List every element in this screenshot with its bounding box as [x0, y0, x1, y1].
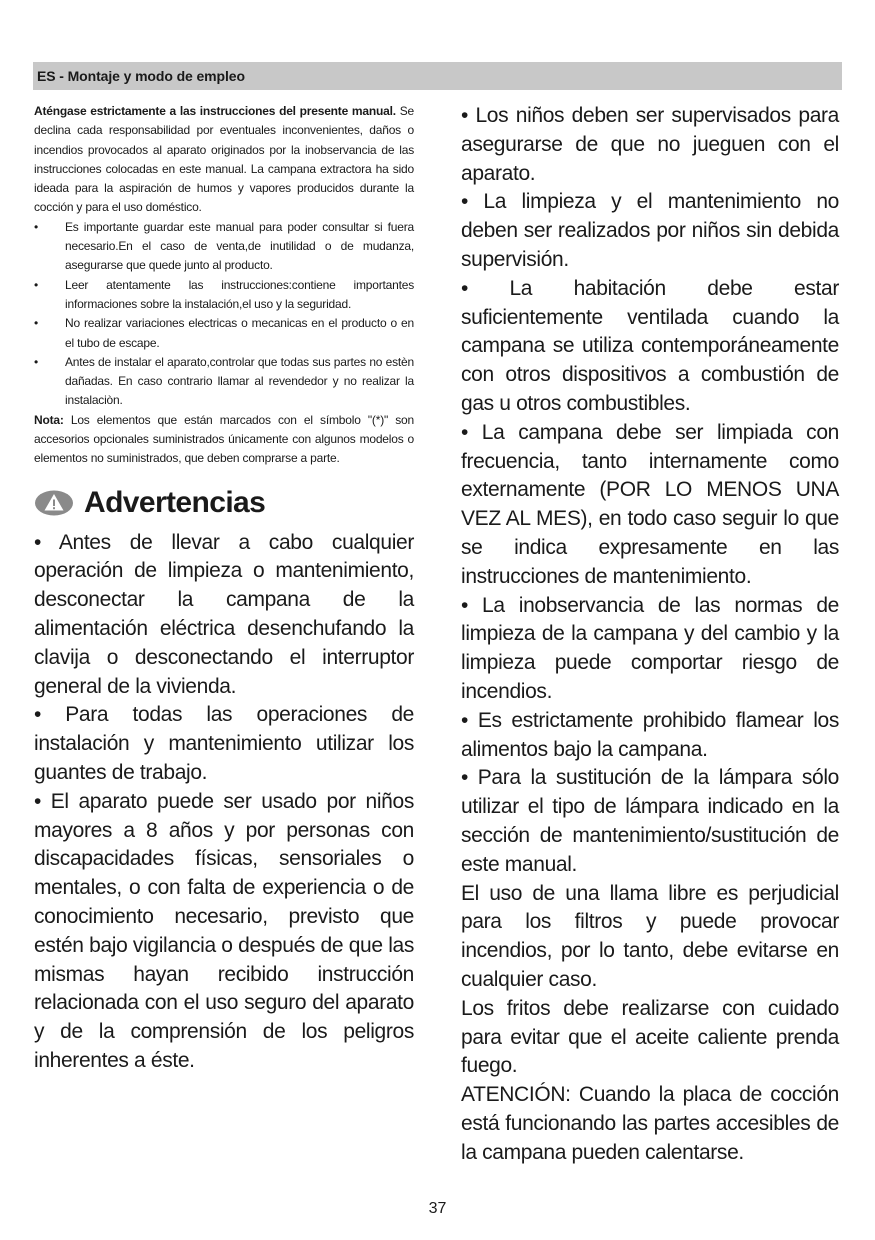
intro-block — [34, 102, 414, 469]
bullet-dot: • — [34, 219, 39, 234]
left-column — [34, 102, 414, 1076]
warning-paragraph: • El aparato puede ser usado por niños mayores a 8 años y por personas con discapacidades físicas, sensoriales o mentales, o con falta de experiencia o de conocimiento necesario, previsto que estén bajo vigilancia o después de que las mismas hayan recibido instrucción relacionada con el uso seguro del aparato y de la comprensión de los peligros inherentes a éste. — [34, 789, 414, 1072]
warning-paragraph: Los fritos debe realizarse con cuidado para evitar que el aceite caliente prenda fuego. — [461, 996, 839, 1078]
warning-paragraph: • Los niños deben ser supervisados para asegurarse de que no jueguen con el aparato. — [461, 104, 839, 185]
bullet-dot: • — [34, 316, 39, 331]
bullet-text: Leer atentamente las instrucciones:contiene importantes informaciones sobre la instalación,el uso y la seguridad. — [65, 277, 414, 311]
list-item — [34, 218, 414, 276]
warnings-title: Advertencias — [84, 485, 266, 519]
warnings-right-text — [461, 102, 839, 1167]
list-item — [34, 276, 414, 315]
warnings-left-text — [34, 529, 414, 1076]
warning-paragraph: • La inobservancia de las normas de limpieza de la campana y del cambio y la limpieza puede comportar riesgo de incendios. — [461, 593, 839, 703]
warning-paragraph: • La limpieza y el mantenimiento no deben ser realizados por niños sin debida supervisión. — [461, 190, 839, 271]
note-label: Nota: — [34, 412, 64, 427]
warning-paragraph: El uso de una llama libre es perjudicial para los filtros y puede provocar incendios, por lo tanto, debe evitarse en cualquier caso. — [461, 881, 839, 991]
warning-paragraph: • Para todas las operaciones de instalación y mantenimiento utilizar los guantes de trabajo. — [34, 703, 414, 785]
intro-paragraph — [34, 102, 414, 218]
warning-paragraph: • La campana debe ser limpiada con frecuencia, tanto internamente como externamente (POR LO MENOS UNA VEZ AL MES), en todo caso seguir lo que se indica expresamente en las instrucciones de mantenimiento. — [461, 420, 839, 588]
note-paragraph — [34, 411, 414, 469]
intro-text: Se declina cada responsabilidad por eventuales inconvenientes, daños o incendios provocados al aparato originados por la inobservancia de las instrucciones colocadas en este manual. La campana extractora ha sido ideada para la aspiración de humos y vapores producidos durante la cocción y para el uso doméstico. — [34, 104, 414, 215]
intro-lead: Aténgase estrictamente a las instrucciones del presente manual. — [34, 104, 396, 118]
bullet-dot: • — [34, 354, 39, 369]
warning-paragraph: • Para la sustitución de la lámpara sólo utilizar el tipo de lámpara indicado en la sección de mantenimiento/sustitución de este manual. — [461, 766, 839, 876]
list-item — [34, 314, 414, 353]
warning-paragraph: • La habitación debe estar suficientemente ventilada cuando la campana se utiliza contemporáneamente con otros dispositivos a combustión de gas u otros combustibles. — [461, 276, 839, 415]
bullet-text: Es importante guardar este manual para poder consultar si fuera necesario.En el caso de venta,de inutilidad o de mudanza, asegurarse que quede junto al producto. — [65, 219, 414, 273]
section-header — [33, 62, 842, 90]
bullet-text: Antes de instalar el aparato,controlar que todas sus partes no estèn dañadas. En caso contrario llamar al revendedor y no realizar la instalaciòn. — [65, 354, 414, 408]
intro-bullet-list — [34, 218, 414, 411]
list-item — [34, 353, 414, 411]
warning-paragraph: • Es estrictamente prohibido flamear los alimentos bajo la campana. — [461, 708, 839, 761]
warnings-heading — [34, 485, 414, 521]
warning-paragraph: • Antes de llevar a cabo cualquier operación de limpieza o mantenimiento, desconectar la campana de la alimentación eléctrica desenchufando la clavija o desconectando el interruptor general de la vivienda. — [34, 530, 414, 698]
section-title: ES - Montaje y modo de empleo — [37, 68, 245, 84]
warning-triangle-icon — [34, 490, 74, 516]
note-text: Los elementos que están marcados con el símbolo "(*)" son accesorios opcionales suministrados únicamente con algunos modelos o elementos no suministrados, que deben comprarse a parte. — [34, 412, 414, 466]
right-column — [461, 102, 839, 1167]
warning-paragraph: ATENCIÓN: Cuando la placa de cocción está funcionando las partes accesibles de la campana pueden calentarse. — [461, 1083, 839, 1164]
bullet-text: No realizar variaciones electricas o mecanicas en el producto o en el tubo de escape. — [65, 316, 414, 350]
page-number: 37 — [428, 1200, 447, 1217]
bullet-dot: • — [34, 277, 39, 292]
